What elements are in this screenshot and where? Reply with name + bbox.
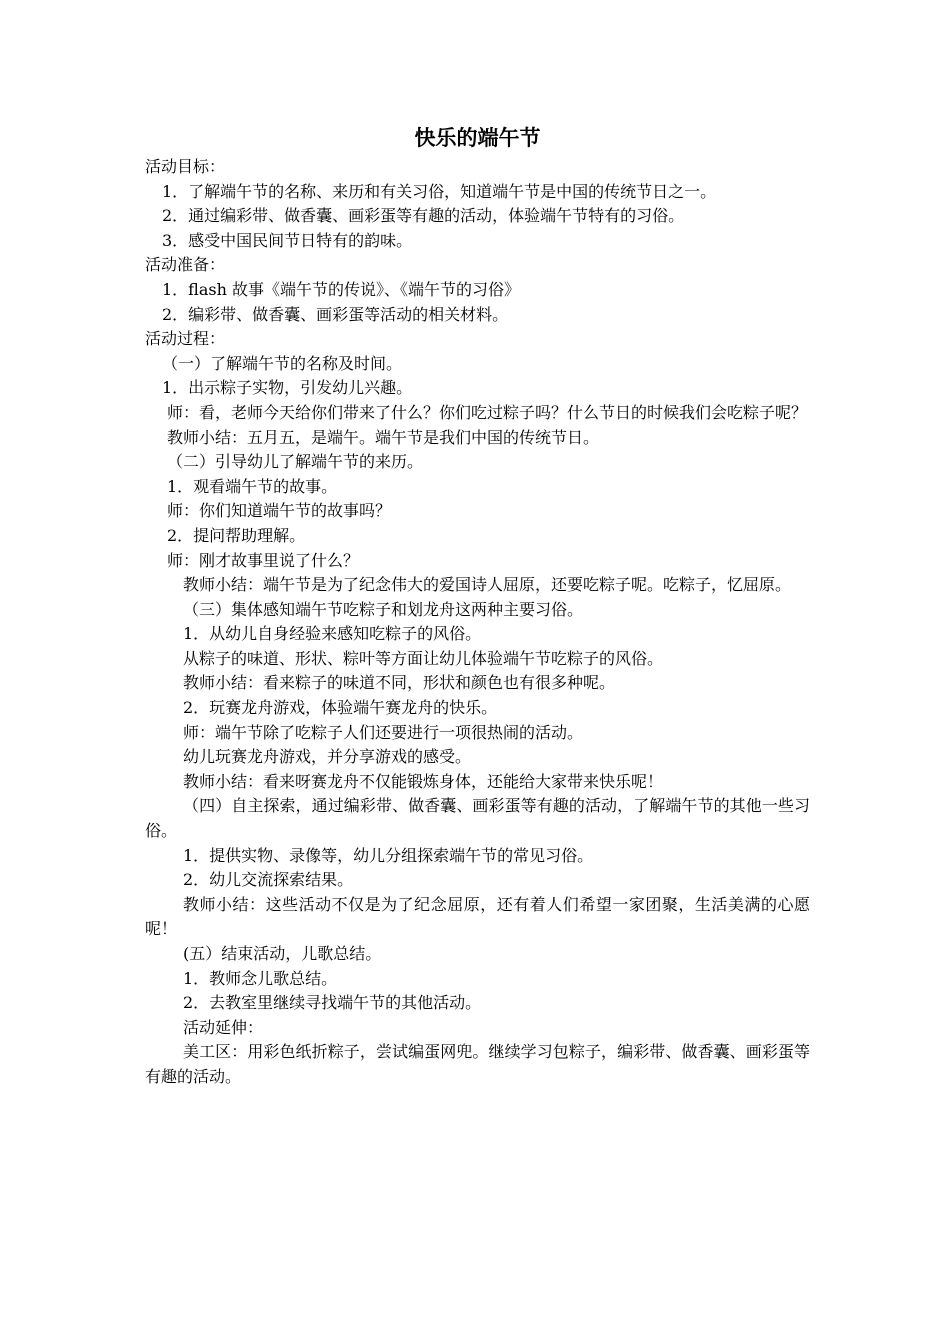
process-paragraph: 2．幼儿交流探索结果。 — [183, 870, 354, 890]
process-paragraph: 2．去教室里继续寻找端午节的其他活动。 — [183, 993, 482, 1013]
process-paragraph: 从粽子的味道、形状、粽叶等方面让幼儿体验端午节吃粽子的风俗。 — [183, 648, 664, 668]
process-step-2-heading: （二）引导幼儿了解端午节的来历。 — [167, 452, 424, 472]
extension-paragraph: 美工区：用彩色纸折粽子，尝试编蛋网兜。继续学习包粽子，编彩带、做香囊、画彩蛋等有趣的活动。 — [145, 1042, 810, 1086]
section-heading-goals: 活动目标： — [145, 157, 226, 176]
process-paragraph: 师：你们知道端午节的故事吗？ — [167, 501, 392, 521]
process-paragraph: 教师小结：看来呀赛龙舟不仅能锻炼身体，还能给大家带来快乐呢！ — [183, 771, 664, 791]
preparation-item-1: 1．flash 故事《端午节的传说》、《端午节的习俗》 — [162, 279, 520, 299]
process-step-3-heading: （三）集体感知端午节吃粽子和划龙舟这两种主要习俗。 — [183, 599, 584, 619]
document-page — [145, 123, 810, 1090]
process-paragraph: 师：看，老师今天给你们带来了什么？你们吃过粽子吗？什么节日的时候我们会吃粽子呢？ — [167, 402, 808, 422]
process-paragraph: 1．出示粽子实物，引发幼儿兴趣。 — [162, 378, 413, 398]
goal-item-1: 1．了解端午节的名称、来历和有关习俗，知道端午节是中国的传统节日之一。 — [162, 181, 717, 201]
preparation-item-2: 2．编彩带、做香囊、画彩蛋等活动的相关材料。 — [162, 304, 509, 324]
goal-item-2: 2．通过编彩带、做香囊、画彩蛋等有趣的活动，体验端午节特有的习俗。 — [162, 206, 685, 226]
process-paragraph: 幼儿玩赛龙舟游戏，并分享游戏的感受。 — [183, 747, 472, 767]
section-heading-preparation: 活动准备： — [145, 255, 226, 275]
process-paragraph: 师：端午节除了吃粽子人们还要进行一项很热闹的活动。 — [183, 722, 584, 742]
process-step-4-heading: （四）自主探索，通过编彩带、做香囊、画彩蛋等有趣的活动，了解端午节的其他一些习俗。 — [145, 796, 810, 841]
process-step-1-heading: （一）了解端午节的名称及时间。 — [162, 353, 403, 373]
process-paragraph: 1．教师念儿歌总结。 — [183, 968, 338, 988]
section-heading-process: 活动过程： — [145, 329, 226, 349]
process-paragraph: 2．提问帮助理解。 — [167, 525, 306, 545]
process-paragraph: 教师小结：端午节是为了纪念伟大的爱国诗人屈原，还要吃粽子呢。吃粽子，忆屈原。 — [183, 575, 792, 595]
process-paragraph: 教师小结：看来粽子的味道不同，形状和颜色也有很多种呢。 — [183, 673, 616, 693]
process-paragraph: 1．提供实物、录像等，幼儿分组探索端午节的常见习俗。 — [183, 845, 594, 865]
process-paragraph: 1．从幼儿自身经验来感知吃粽子的风俗。 — [183, 624, 482, 644]
process-paragraph: 1．观看端午节的故事。 — [167, 476, 338, 496]
document-title: 快乐的端午节 — [414, 126, 541, 150]
process-paragraph: 师：刚才故事里说了什么？ — [167, 550, 360, 570]
process-step-5-heading: (五）结束活动，儿歌总结。 — [183, 944, 382, 963]
process-paragraph: 教师小结：五月五，是端午。端午节是我们中国的传统节日。 — [167, 427, 600, 447]
goal-item-3: 3．感受中国民间节日特有的韵味。 — [162, 230, 413, 250]
process-paragraph: 教师小结：这些活动不仅是为了纪念屈原，还有着人们希望一家团聚，生活美满的心愿呢！ — [145, 894, 810, 939]
section-heading-extension: 活动延伸： — [183, 1017, 264, 1037]
process-paragraph: 2．玩赛龙舟游戏，体验端午赛龙舟的快乐。 — [183, 698, 498, 718]
